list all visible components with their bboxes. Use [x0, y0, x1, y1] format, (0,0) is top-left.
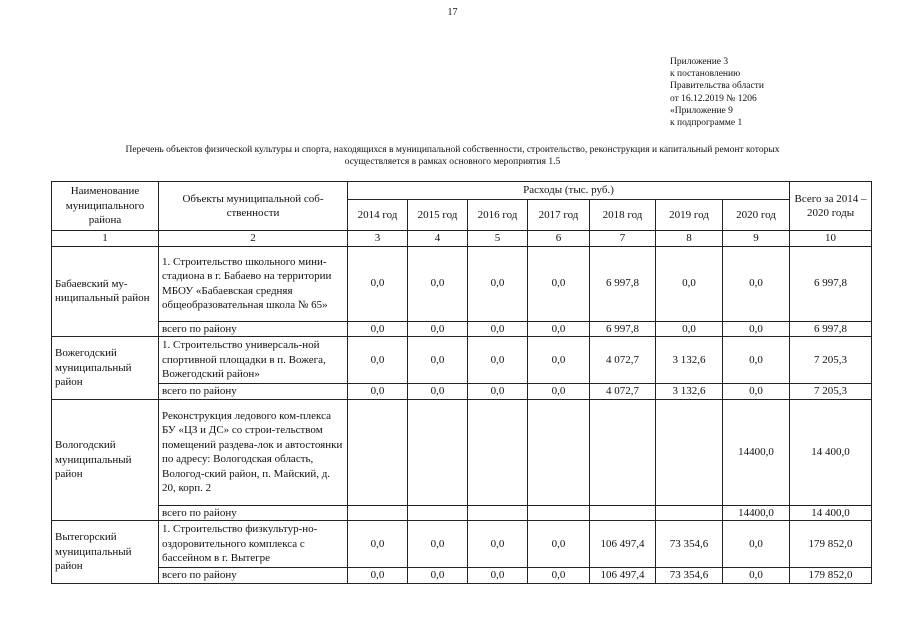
value-cell	[348, 399, 408, 505]
district-name: Бабаевский му-ниципальный район	[52, 246, 159, 337]
value-cell	[468, 399, 528, 505]
subtotal-row	[52, 384, 872, 400]
appendix-line: от 16.12.2019 № 1206	[670, 93, 757, 104]
value-cell: 0,0	[723, 384, 790, 400]
column-number: 10	[790, 231, 872, 247]
total-cell: 179 852,0	[790, 521, 872, 568]
subtotal-label: всего по району	[159, 568, 348, 584]
object-name: 1. Строительство школьного мини-стадиона в г. Бабаево на территории МБОУ «Бабаевская средняя общеобразовательная школа № 65»	[159, 246, 348, 321]
value-cell: 0,0	[348, 321, 408, 337]
value-cell: 0,0	[528, 337, 590, 384]
total-cell: 14 400,0	[790, 399, 872, 505]
value-cell: 0,0	[528, 384, 590, 400]
value-cell: 0,0	[348, 521, 408, 568]
total-cell: 179 852,0	[790, 568, 872, 584]
appendix-line: к подпрограмме 1	[670, 118, 743, 129]
column-number: 5	[468, 231, 528, 247]
value-cell: 106 497,4	[590, 521, 656, 568]
value-cell: 0,0	[528, 321, 590, 337]
value-cell: 0,0	[408, 568, 468, 584]
column-number-row	[52, 231, 872, 247]
subtotal-row	[52, 505, 872, 521]
header-total: Всего за 2014 – 2020 годы	[790, 182, 872, 231]
header-year: 2018 год	[590, 200, 656, 231]
value-cell: 0,0	[723, 246, 790, 321]
value-cell: 0,0	[348, 246, 408, 321]
value-cell: 0,0	[468, 321, 528, 337]
value-cell	[408, 505, 468, 521]
value-cell: 0,0	[408, 246, 468, 321]
value-cell: 0,0	[348, 568, 408, 584]
value-cell	[528, 399, 590, 505]
value-cell: 6 997,8	[590, 321, 656, 337]
column-number: 3	[348, 231, 408, 247]
appendix-line: «Приложение 9	[670, 105, 733, 116]
subtotal-label: всего по району	[159, 505, 348, 521]
header-year: 2015 год	[408, 200, 468, 231]
appendix-line: Приложение 3	[670, 57, 729, 67]
appendix-line: Правительства области	[670, 81, 764, 92]
value-cell: 0,0	[656, 246, 723, 321]
value-cell: 0,0	[468, 384, 528, 400]
header-year: 2019 год	[656, 200, 723, 231]
subtotal-row	[52, 321, 872, 337]
column-number: 8	[656, 231, 723, 247]
value-cell: 73 354,6	[656, 521, 723, 568]
page-number: 17	[447, 7, 458, 18]
value-cell	[590, 505, 656, 521]
total-cell: 7 205,3	[790, 337, 872, 384]
title-line: осуществляется в рамках основного мероприятия 1.5	[344, 157, 561, 168]
value-cell: 3 132,6	[656, 337, 723, 384]
value-cell: 0,0	[528, 521, 590, 568]
header-district: Наименование муниципального района	[52, 182, 159, 231]
header-year: 2016 год	[468, 200, 528, 231]
header-year: 2020 год	[723, 200, 790, 231]
subtotal-label: всего по району	[159, 384, 348, 400]
total-cell: 14 400,0	[790, 505, 872, 521]
header-year: 2014 год	[348, 200, 408, 231]
value-cell: 0,0	[408, 337, 468, 384]
total-cell: 6 997,8	[790, 321, 872, 337]
value-cell: 4 072,7	[590, 337, 656, 384]
value-cell: 0,0	[468, 337, 528, 384]
column-number: 9	[723, 231, 790, 247]
value-cell: 14400,0	[723, 399, 790, 505]
appendix-block	[670, 56, 764, 129]
value-cell: 0,0	[408, 321, 468, 337]
value-cell: 106 497,4	[590, 568, 656, 584]
value-cell	[590, 399, 656, 505]
table-row	[52, 337, 872, 384]
header-objects: Объекты муниципальной соб-ственности	[159, 182, 348, 231]
value-cell: 4 072,7	[590, 384, 656, 400]
total-cell: 7 205,3	[790, 384, 872, 400]
value-cell	[528, 505, 590, 521]
district-name: Вологодский муниципальный район	[52, 399, 159, 521]
value-cell: 0,0	[528, 568, 590, 584]
value-cell: 0,0	[723, 568, 790, 584]
district-name: Вожегодский муниципальный район	[52, 337, 159, 400]
table-row	[52, 521, 872, 568]
value-cell: 3 132,6	[656, 384, 723, 400]
value-cell: 0,0	[468, 568, 528, 584]
value-cell	[408, 399, 468, 505]
subtotal-row	[52, 568, 872, 584]
column-number: 6	[528, 231, 590, 247]
value-cell	[348, 505, 408, 521]
value-cell: 0,0	[408, 521, 468, 568]
header-expenses: Расходы (тыс. руб.)	[348, 182, 790, 200]
value-cell: 0,0	[723, 321, 790, 337]
total-cell: 6 997,8	[790, 246, 872, 321]
column-number: 2	[159, 231, 348, 247]
object-name: 1. Строительство физкультур-но-оздоровительного комплекса с бассейном в г. Вытегре	[159, 521, 348, 568]
district-name: Вытегорский муниципальный район	[52, 521, 159, 584]
value-cell: 0,0	[723, 521, 790, 568]
value-cell: 0,0	[468, 521, 528, 568]
value-cell: 0,0	[528, 246, 590, 321]
value-cell: 0,0	[408, 384, 468, 400]
header-year: 2017 год	[528, 200, 590, 231]
object-name: 1. Строительство универсаль-ной спортивной площадки в п. Вожега, Вожегодский район»	[159, 337, 348, 384]
column-number: 4	[408, 231, 468, 247]
value-cell: 0,0	[656, 321, 723, 337]
expenses-table	[51, 181, 872, 584]
table-row	[52, 246, 872, 321]
value-cell: 0,0	[348, 384, 408, 400]
header-row	[52, 182, 872, 200]
value-cell: 14400,0	[723, 505, 790, 521]
subtotal-label: всего по району	[159, 321, 348, 337]
value-cell: 6 997,8	[590, 246, 656, 321]
table-row	[52, 399, 872, 505]
appendix-line: к постановлению	[670, 69, 741, 80]
value-cell: 0,0	[468, 246, 528, 321]
object-name: Реконструкция ледового ком-плекса БУ «ЦЗ и ДС» со строи-тельством помещений раздева-лок и автостоянки по адресу: Вологодская область, Вологод-ский район, п. Майский, д. 20, корп. 2	[159, 399, 348, 505]
value-cell: 73 354,6	[656, 568, 723, 584]
value-cell	[468, 505, 528, 521]
value-cell	[656, 399, 723, 505]
value-cell: 0,0	[723, 337, 790, 384]
column-number: 1	[52, 231, 159, 247]
value-cell: 0,0	[348, 337, 408, 384]
column-number: 7	[590, 231, 656, 247]
title-line: Перечень объектов физической культуры и спорта, находящихся в муниципальной собственности, строительство, реконструкция и капитальный ремонт которых	[125, 145, 780, 155]
document-title	[60, 144, 845, 169]
value-cell	[656, 505, 723, 521]
